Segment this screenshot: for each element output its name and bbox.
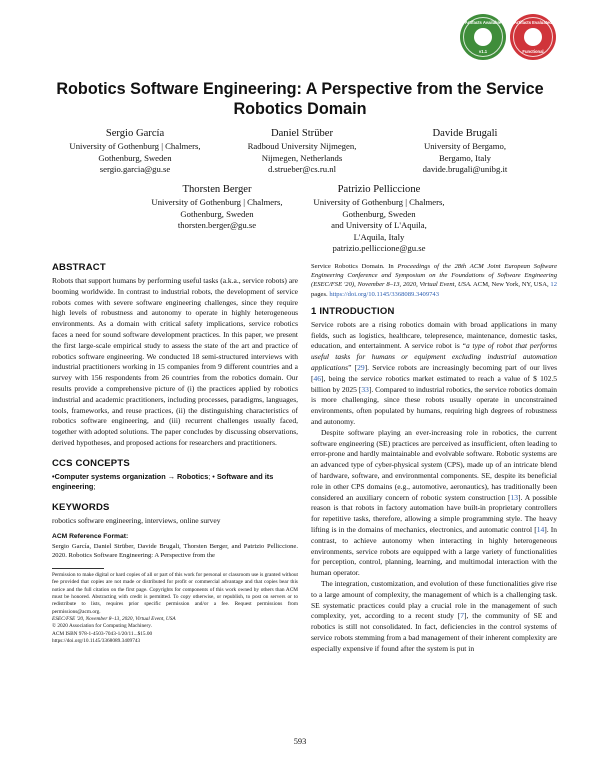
text-run: Despite software playing an ever-increasing role in robotics, the current software engineering (SE) practices are perceived as insufficient, often leading to error-prone and hardly maintainable and evolvable software. Robotic systems are an advanced type of cyber-physical system (CPS), made up of an intricate blend of hardware, software, and environmental components. SE, despite its beneficial role in other CPS domains (e.g., automotive, aeronautics), has traditionally been considered an auxiliary concern of robotic system construction [: [311, 427, 557, 502]
intro-paragraph-3: [311, 579, 557, 655]
citation-link[interactable]: 46: [313, 373, 321, 383]
author-location: Bergamo, Italy: [439, 152, 491, 163]
paper-title: [40, 79, 560, 119]
acm-ref-doi-link[interactable]: https://doi.org/10.1145/3368089.3409743: [329, 290, 440, 298]
ccs-item: Robotics: [177, 471, 209, 481]
ccs-tail: ;: [93, 482, 96, 492]
acm-ref-pages: 12: [550, 281, 557, 289]
author-affiliation-2: and University of L'Aquila,: [331, 220, 427, 231]
intro-heading: 1 INTRODUCTION: [311, 305, 395, 317]
text-run: ]. Compared to industrial robotics, the service robotics domain is more challenging, since these robots usually operate in unconstrained environments, often populated by humans, requiring high degrees of robustness and autonomy.: [311, 384, 557, 426]
definition-quote: a type of robot that performs useful tasks for humans or equipment excluding industrial automation applications: [311, 341, 558, 372]
citation-link[interactable]: 7: [460, 611, 464, 621]
ccs-item: Computer systems organization: [54, 471, 166, 481]
author-name: Thorsten Berger: [182, 184, 252, 195]
author-email: thorsten.berger@gu.se: [177, 220, 257, 231]
text-run: ], being the service robotics market estimated to reach a value of $ 102.5 billion by 2025 [: [311, 373, 557, 394]
badge-bottom-text: Functional: [522, 49, 544, 54]
author-block: [52, 127, 218, 176]
text-run: ]. A possible reason is that robots in factory automation have built-in proprietary controllers for repetitive tasks, therefore, allowing a simple programming style. The heavy lifting is in the domains of mechanics, electronics, and automatic control [: [311, 492, 557, 534]
abstract-text: Robots that support humans by performing useful tasks (a.k.a., service robots) are booming worldwide. In contrast to industrial robots, the development of service robots comes with severe software engineering challenges, since they require high levels of robustness and autonomy to operate in highly heterogeneous environments. As a domain with critical safety implications, service robotics faces a need for sound software development practices. In this paper, we present the first large-scale empirical study to assess the state of the art and practice of robotics software engineering. We conducted 18 semi-structured interviews with industrial practitioners working in 15 companies from 9 different countries and a survey with 156 respondents from 26 countries from the robotics domain. Our results provide a comprehensive picture of (i) the practices applied by robotics industrial and academic practitioners, including processes, paradigms, languages, tools, frameworks, and reuse practices, (ii) the distinguishing characteristics of robotics software engineering, and (iii) recurrent challenges usually faced, together with adopted solutions. The paper concludes by discussing observations, derived hypotheses, and proposed actions for researchers and practitioners.: [52, 276, 298, 447]
citation-link[interactable]: 14: [536, 524, 545, 534]
acm-ref-continued: [311, 262, 557, 299]
title-line-2: Robotics Domain: [233, 100, 367, 118]
permission-isbn: ACM ISBN 978-1-4503-7043-1/20/11...$15.00: [52, 630, 153, 637]
author-name: Sergio García: [105, 128, 165, 139]
author-email: sergio.garcia@gu.se: [99, 164, 171, 175]
artifact-badges: [460, 14, 556, 64]
artifacts-available-badge: [460, 14, 506, 60]
author-name: Davide Brugali: [432, 128, 498, 139]
citation-link[interactable]: 29: [357, 363, 365, 372]
text-run: The integration, customization, and evolution of these functionalities give rise to a large amount of complexity, the management of which is a challenging task. SE systematic practices could play a crucial role in the management of such complexity, yet, according to a recent study [: [311, 578, 557, 621]
text-run: ” [: [348, 363, 358, 372]
author-email: patrizio.pelliccione@gu.se: [332, 243, 426, 254]
author-email: davide.brugali@unibg.it: [422, 164, 508, 175]
text-run: Service robots are a rising robotics domain with broad applications in many fields, such as logistics, healthcare, telepresence, maintenance, domestic tasks, education, and entertainment. A service robot is “: [311, 319, 557, 351]
author-email: d.strueber@cs.ru.nl: [267, 164, 337, 175]
acm-ref-text: Sergio García, Daniel Strüber, Davide Brugali, Thorsten Berger, and Patrizio Pelliccione. 2020. Robotics Software Engineering: A Perspective from the: [52, 542, 298, 559]
author-block: [294, 183, 464, 255]
author-block: [132, 183, 302, 232]
acm-ref-cont-tail: ACM, New York, NY, USA,: [471, 281, 551, 289]
intro-paragraph-1: [311, 320, 557, 428]
intro-paragraph-2: [311, 428, 557, 579]
author-location: Gothenburg, Sweden: [98, 152, 172, 163]
permission-block: [52, 572, 298, 645]
author-affiliation: University of Gothenburg | Chalmers,: [151, 197, 283, 207]
text-run: ]. In contrast, to achieve autonomy when interacting in highly heterogeneous environments, service robots are equipped with a large variety of functionalities for perception, control, planning, learning, and multimodal interaction with the human operator.: [311, 524, 557, 578]
keywords-heading: KEYWORDS: [52, 501, 110, 513]
ccs-arrow: →: [165, 471, 178, 481]
citation-link[interactable]: 13: [510, 492, 519, 502]
author-location: Gothenburg, Sweden: [342, 208, 416, 219]
author-name: Patrizio Pelliccione: [337, 184, 421, 195]
badge-bottom-text: v1.1: [478, 49, 488, 54]
author-affiliation: University of Gothenburg | Chalmers,: [313, 197, 445, 207]
author-name: Daniel Strüber: [270, 128, 334, 139]
right-column: [311, 262, 557, 655]
left-column: [52, 262, 298, 645]
acm-ref-proceedings: Proceedings of the 28th ACM Joint European Software Engineering Conference and Symposium on the Foundations of Software Engineering (ESEC/FSE '20), November 8–13, 2020, Virtual Event, USA.: [311, 263, 557, 289]
permission-copyright: © 2020 Association for Computing Machinery.: [52, 623, 152, 630]
artifacts-evaluated-badge: [510, 14, 556, 60]
footnote-rule: [52, 568, 104, 569]
citation-link[interactable]: 33: [361, 384, 369, 394]
author-location: Gothenburg, Sweden: [180, 208, 254, 219]
ccs-separator: ; •: [208, 471, 215, 481]
acm-ref-heading: ACM Reference Format:: [52, 533, 129, 541]
acm-logo-icon: [474, 28, 492, 46]
author-block: [219, 127, 385, 176]
acm-ref-cont-plain: Service Robotics Domain. In: [311, 263, 398, 270]
page-number: 593: [293, 737, 307, 746]
badge-top-text: Artifacts Evaluated: [514, 20, 552, 25]
permission-text: Permission to make digital or hard copies of all or part of this work for personal or classroom use is granted without fee provided that copies are not made or distributed for profit or commercial advantage and that copies bear this notice and the full citation on the first page. Copyrights for components of this work owned by others than ACM must be honored. Abstracting with credit is permitted. To copy otherwise, or republish, to post on servers or to redistribute to lists, requires prior specific permission and/or a fee. Request permissions from permissions@acm.org.: [52, 572, 298, 615]
author-affiliation: University of Gothenburg | Chalmers,: [69, 141, 201, 151]
author-location: Nijmegen, Netherlands: [261, 152, 343, 163]
ccs-bullet: •: [52, 471, 55, 481]
ccs-item: Software and its engineering: [52, 471, 274, 492]
keywords-text: robotics software engineering, interviews, online survey: [52, 515, 221, 525]
abstract-heading: ABSTRACT: [52, 262, 106, 273]
author-affiliation: University of Bergamo,: [423, 141, 507, 151]
permission-doi[interactable]: https://doi.org/10.1145/3368089.3409743: [52, 637, 141, 644]
author-block: [382, 127, 548, 176]
text-run: ], the community of SE and robotics is still not consolidated. In fact, deficiencies in the control systems of service robots stemming from a bad management of their inherent complexity are especially expensive if found after the system is put in: [311, 611, 558, 653]
acm-ref-pages-word: pages.: [311, 290, 330, 298]
acm-logo-icon: [524, 28, 542, 46]
author-affiliation: Radboud University Nijmegen,: [247, 141, 357, 151]
title-line-1: Robotics Software Engineering: A Perspective from the Service: [56, 80, 544, 98]
badge-top-text: Artifacts Available: [464, 20, 502, 25]
text-run: ]. Service robots are increasingly becoming part of our lives [: [311, 363, 557, 383]
ccs-concepts: [52, 472, 298, 493]
author-location-2: L'Aquila, Italy: [353, 231, 405, 242]
permission-venue: ESEC/FSE '20, November 8–13, 2020, Virtual Event, USA: [52, 615, 176, 622]
ccs-heading: CCS CONCEPTS: [52, 457, 130, 469]
